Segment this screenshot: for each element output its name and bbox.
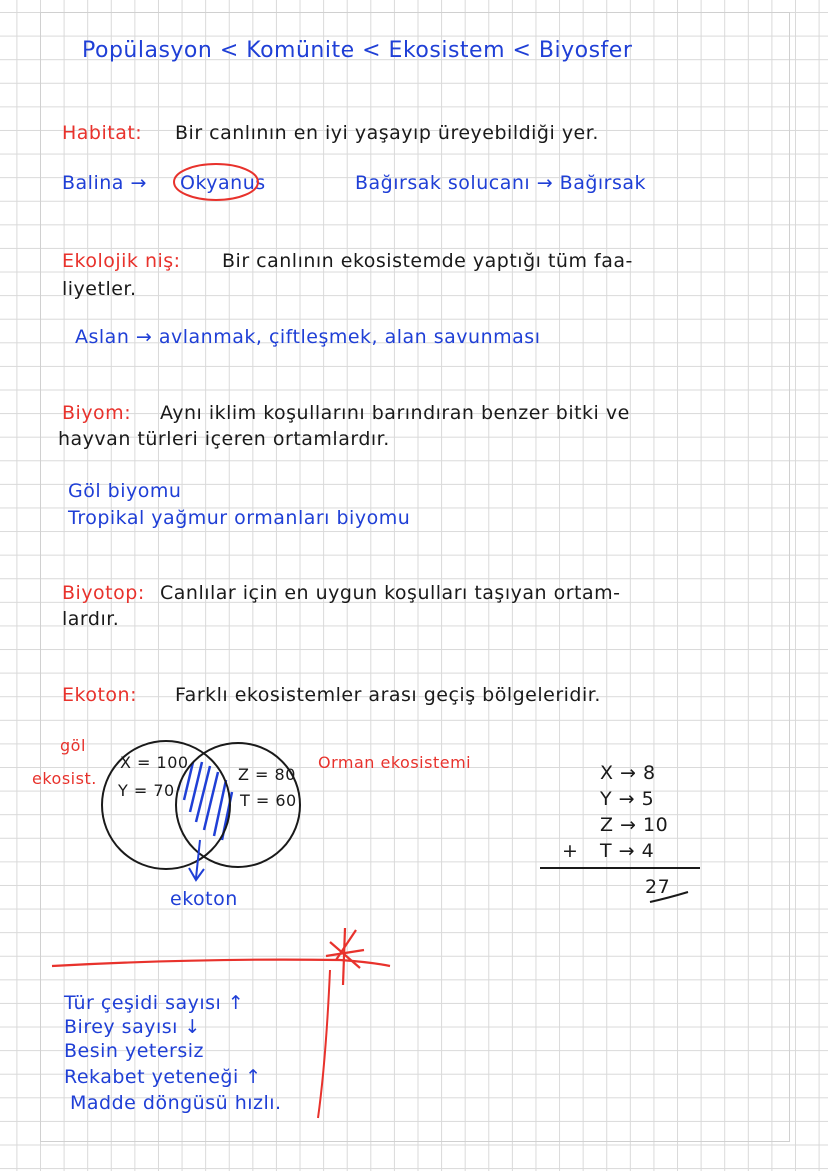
feature-5: Madde döngüsü hızlı.: [70, 1092, 282, 1114]
habitat-term: Habitat:: [62, 122, 143, 144]
sum-total: 27: [645, 876, 671, 898]
biyotop-definition-line-2: lardır.: [62, 608, 120, 630]
ekoton-overlap-label: ekoton: [170, 888, 238, 910]
forest-label: Orman ekosistemi: [318, 753, 472, 772]
red-divider: [52, 960, 390, 966]
ekoton-term: Ekoton:: [62, 684, 137, 706]
habitat-example-place: Okyanus: [180, 172, 266, 194]
sum-row-x: X → 8: [600, 762, 656, 784]
biyom-example-2: Tropikal yağmur ormanları biyomu: [68, 507, 411, 529]
lake-label-line-2: ekosist.: [32, 769, 97, 788]
okyanus-highlight-circle: [174, 164, 258, 200]
feature-1: Tür çeşidi sayısı ↑: [64, 992, 245, 1014]
nis-definition-line-1: Bir canlının ekosistemde yaptığı tüm faa-: [222, 250, 633, 272]
biyom-example-1: Göl biyomu: [68, 480, 182, 502]
biyom-definition-line-2: hayvan türleri içeren ortamlardır.: [58, 428, 390, 450]
feature-4: Rekabet yeteneği ↑: [64, 1066, 262, 1088]
sum-row-y: Y → 5: [600, 788, 655, 810]
red-star-mark: [326, 928, 364, 985]
nis-term: Ekolojik niş:: [62, 250, 181, 272]
feature-2: Birey sayısı ↓: [64, 1016, 201, 1038]
left-value-x: X = 100: [120, 753, 189, 772]
right-value-t: T = 60: [240, 791, 297, 810]
right-value-z: Z = 80: [238, 765, 296, 784]
biyom-definition-line-1: Aynı iklim koşullarını barındıran benzer bitki ve: [160, 402, 630, 424]
lake-label-line-1: göl: [60, 736, 86, 755]
nis-example: Aslan → avlanmak, çiftleşmek, alan savunması: [75, 326, 541, 348]
nis-definition-line-2: liyetler.: [62, 278, 137, 300]
habitat-example-2: Bağırsak solucanı → Bağırsak: [355, 172, 647, 194]
left-value-y: Y = 70: [118, 781, 175, 800]
sum-row-t: T → 4: [600, 840, 655, 862]
page-title: Popülasyon < Komünite < Ekosistem < Biyosfer: [82, 38, 633, 63]
sum-operator: +: [562, 840, 579, 862]
habitat-example-subject: Balina →: [62, 172, 147, 194]
biyotop-definition-line-1: Canlılar için en uygun koşulları taşıyan ortam-: [160, 582, 621, 604]
ekoton-definition: Farklı ekosistemler arası geçiş bölgeleridir.: [175, 684, 601, 706]
habitat-definition: Bir canlının en iyi yaşayıp üreyebildiği yer.: [175, 122, 599, 144]
biyotop-term: Biyotop:: [62, 582, 145, 604]
biyom-term: Biyom:: [62, 402, 132, 424]
feature-3: Besin yetersiz: [64, 1040, 205, 1062]
red-box-right-edge: [318, 970, 330, 1118]
sum-row-z: Z → 10: [600, 814, 669, 836]
